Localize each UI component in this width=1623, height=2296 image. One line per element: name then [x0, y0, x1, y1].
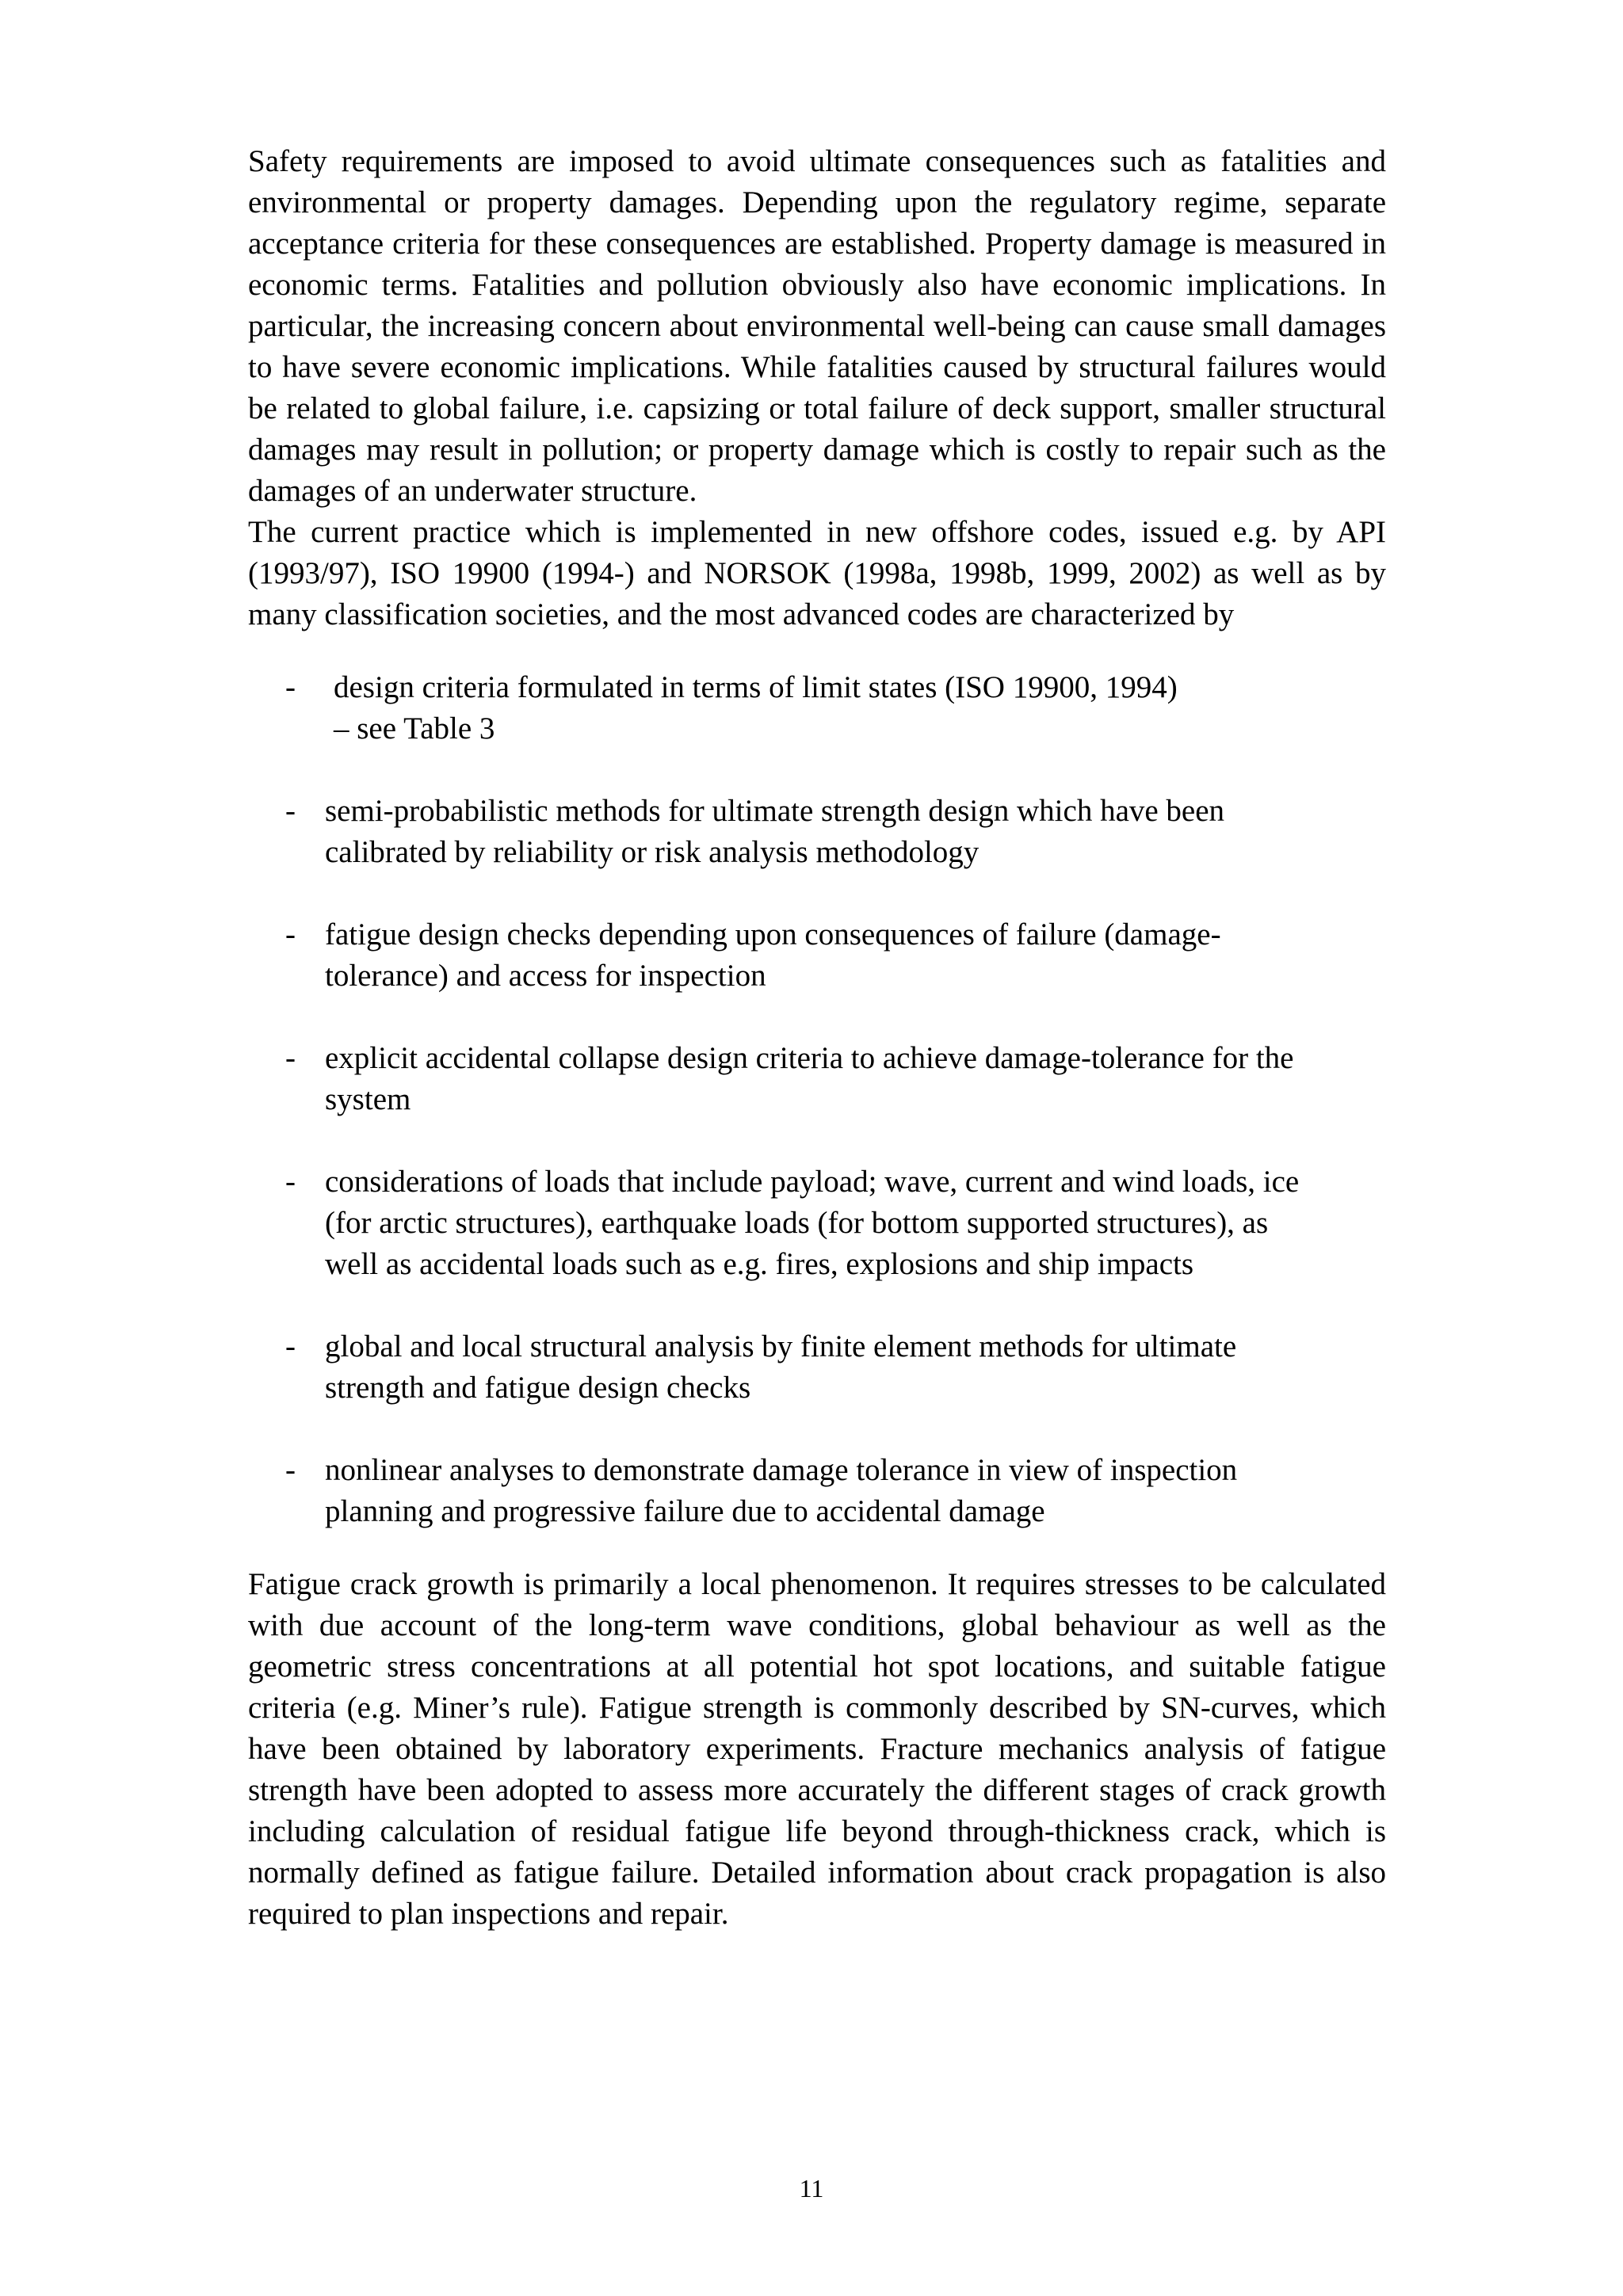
list-item [248, 1038, 1323, 1120]
bullet-dash: - [285, 1329, 296, 1363]
list-item-text: nonlinear analyses to demonstrate damage tolerance in view of inspection planning and progressive failure due to accidental damage [325, 1453, 1238, 1528]
list-item-text: considerations of loads that include payload; wave, current and wind loads, ice (for arctic structures), earthquake loads (for bottom supported structures), as well as accidental loads such as e.g. fires, explosions and ship impacts [325, 1165, 1300, 1281]
document-page [248, 141, 1386, 1935]
list-item [248, 914, 1323, 997]
list-item [248, 1326, 1323, 1409]
list-item-text: global and local structural analysis by finite element methods for ultimate strength and fatigue design checks [325, 1329, 1237, 1405]
bullet-dash: - [285, 794, 296, 828]
list-item [248, 1450, 1323, 1532]
paragraph-current-practice: The current practice which is implemented in new offshore codes, issued e.g. by API (1993/97), ISO 19900 (1994-) and NORSOK (1998a, 1998b, 1999, 2002) as well as by many classification societies, and the most advanced codes are characterized by [248, 515, 1386, 631]
list-item [248, 1161, 1323, 1285]
characteristics-list [248, 667, 1386, 1532]
bullet-dash: - [285, 670, 296, 704]
page-number: 11 [799, 2174, 824, 2203]
paragraph-safety-requirements: Safety requirements are imposed to avoid ultimate consequences such as fatalities and environmental or property damages. Depending upon the regulatory regime, separate acceptance criteria for these consequences are established. Property damage is measured in economic terms. Fatalities and pollution obviously also have economic implications. In particular, the increasing concern about environmental well-being can cause small damages to have severe economic implications. While fatalities caused by structural failures would be related to global failure, i.e. capsizing or total failure of deck support, smaller structural damages may result in pollution; or property damage which is costly to repair such as the damages of an underwater structure. [248, 144, 1386, 508]
bullet-dash: - [285, 1453, 296, 1487]
list-item-subtext: – see Table 3 [334, 711, 495, 746]
bullet-dash: - [285, 917, 296, 952]
list-item-text: design criteria formulated in terms of limit states (ISO 19900, 1994) [334, 670, 1178, 704]
paragraph-fatigue-crack-growth: Fatigue crack growth is primarily a local phenomenon. It requires stresses to be calculated with due account of the long-term wave conditions, global behaviour as well as the geometric stress concentrations at all potential hot spot locations, and suitable fatigue criteria (e.g. Miner’s rule). Fatigue strength is commonly described by SN-curves, which have been obtained by laboratory experiments. Fracture mechanics analysis of fatigue strength have been adopted to assess more accurately the different stages of crack growth including calculation of residual fatigue life beyond through-thickness crack, which is normally defined as fatigue failure. Detailed information about crack propagation is also required to plan inspections and repair. [248, 1567, 1386, 1931]
list-item-text: semi-probabilistic methods for ultimate strength design which have been calibrated by reliability or risk analysis methodology [325, 794, 1225, 869]
list-item [248, 791, 1323, 873]
bullet-dash: - [285, 1165, 296, 1199]
bullet-dash: - [285, 1041, 296, 1075]
list-item [248, 667, 1332, 749]
list-item-text: fatigue design checks depending upon consequences of failure (damage-tolerance) and access for inspection [325, 917, 1221, 993]
list-item-text: explicit accidental collapse design criteria to achieve damage-tolerance for the system [325, 1041, 1294, 1116]
